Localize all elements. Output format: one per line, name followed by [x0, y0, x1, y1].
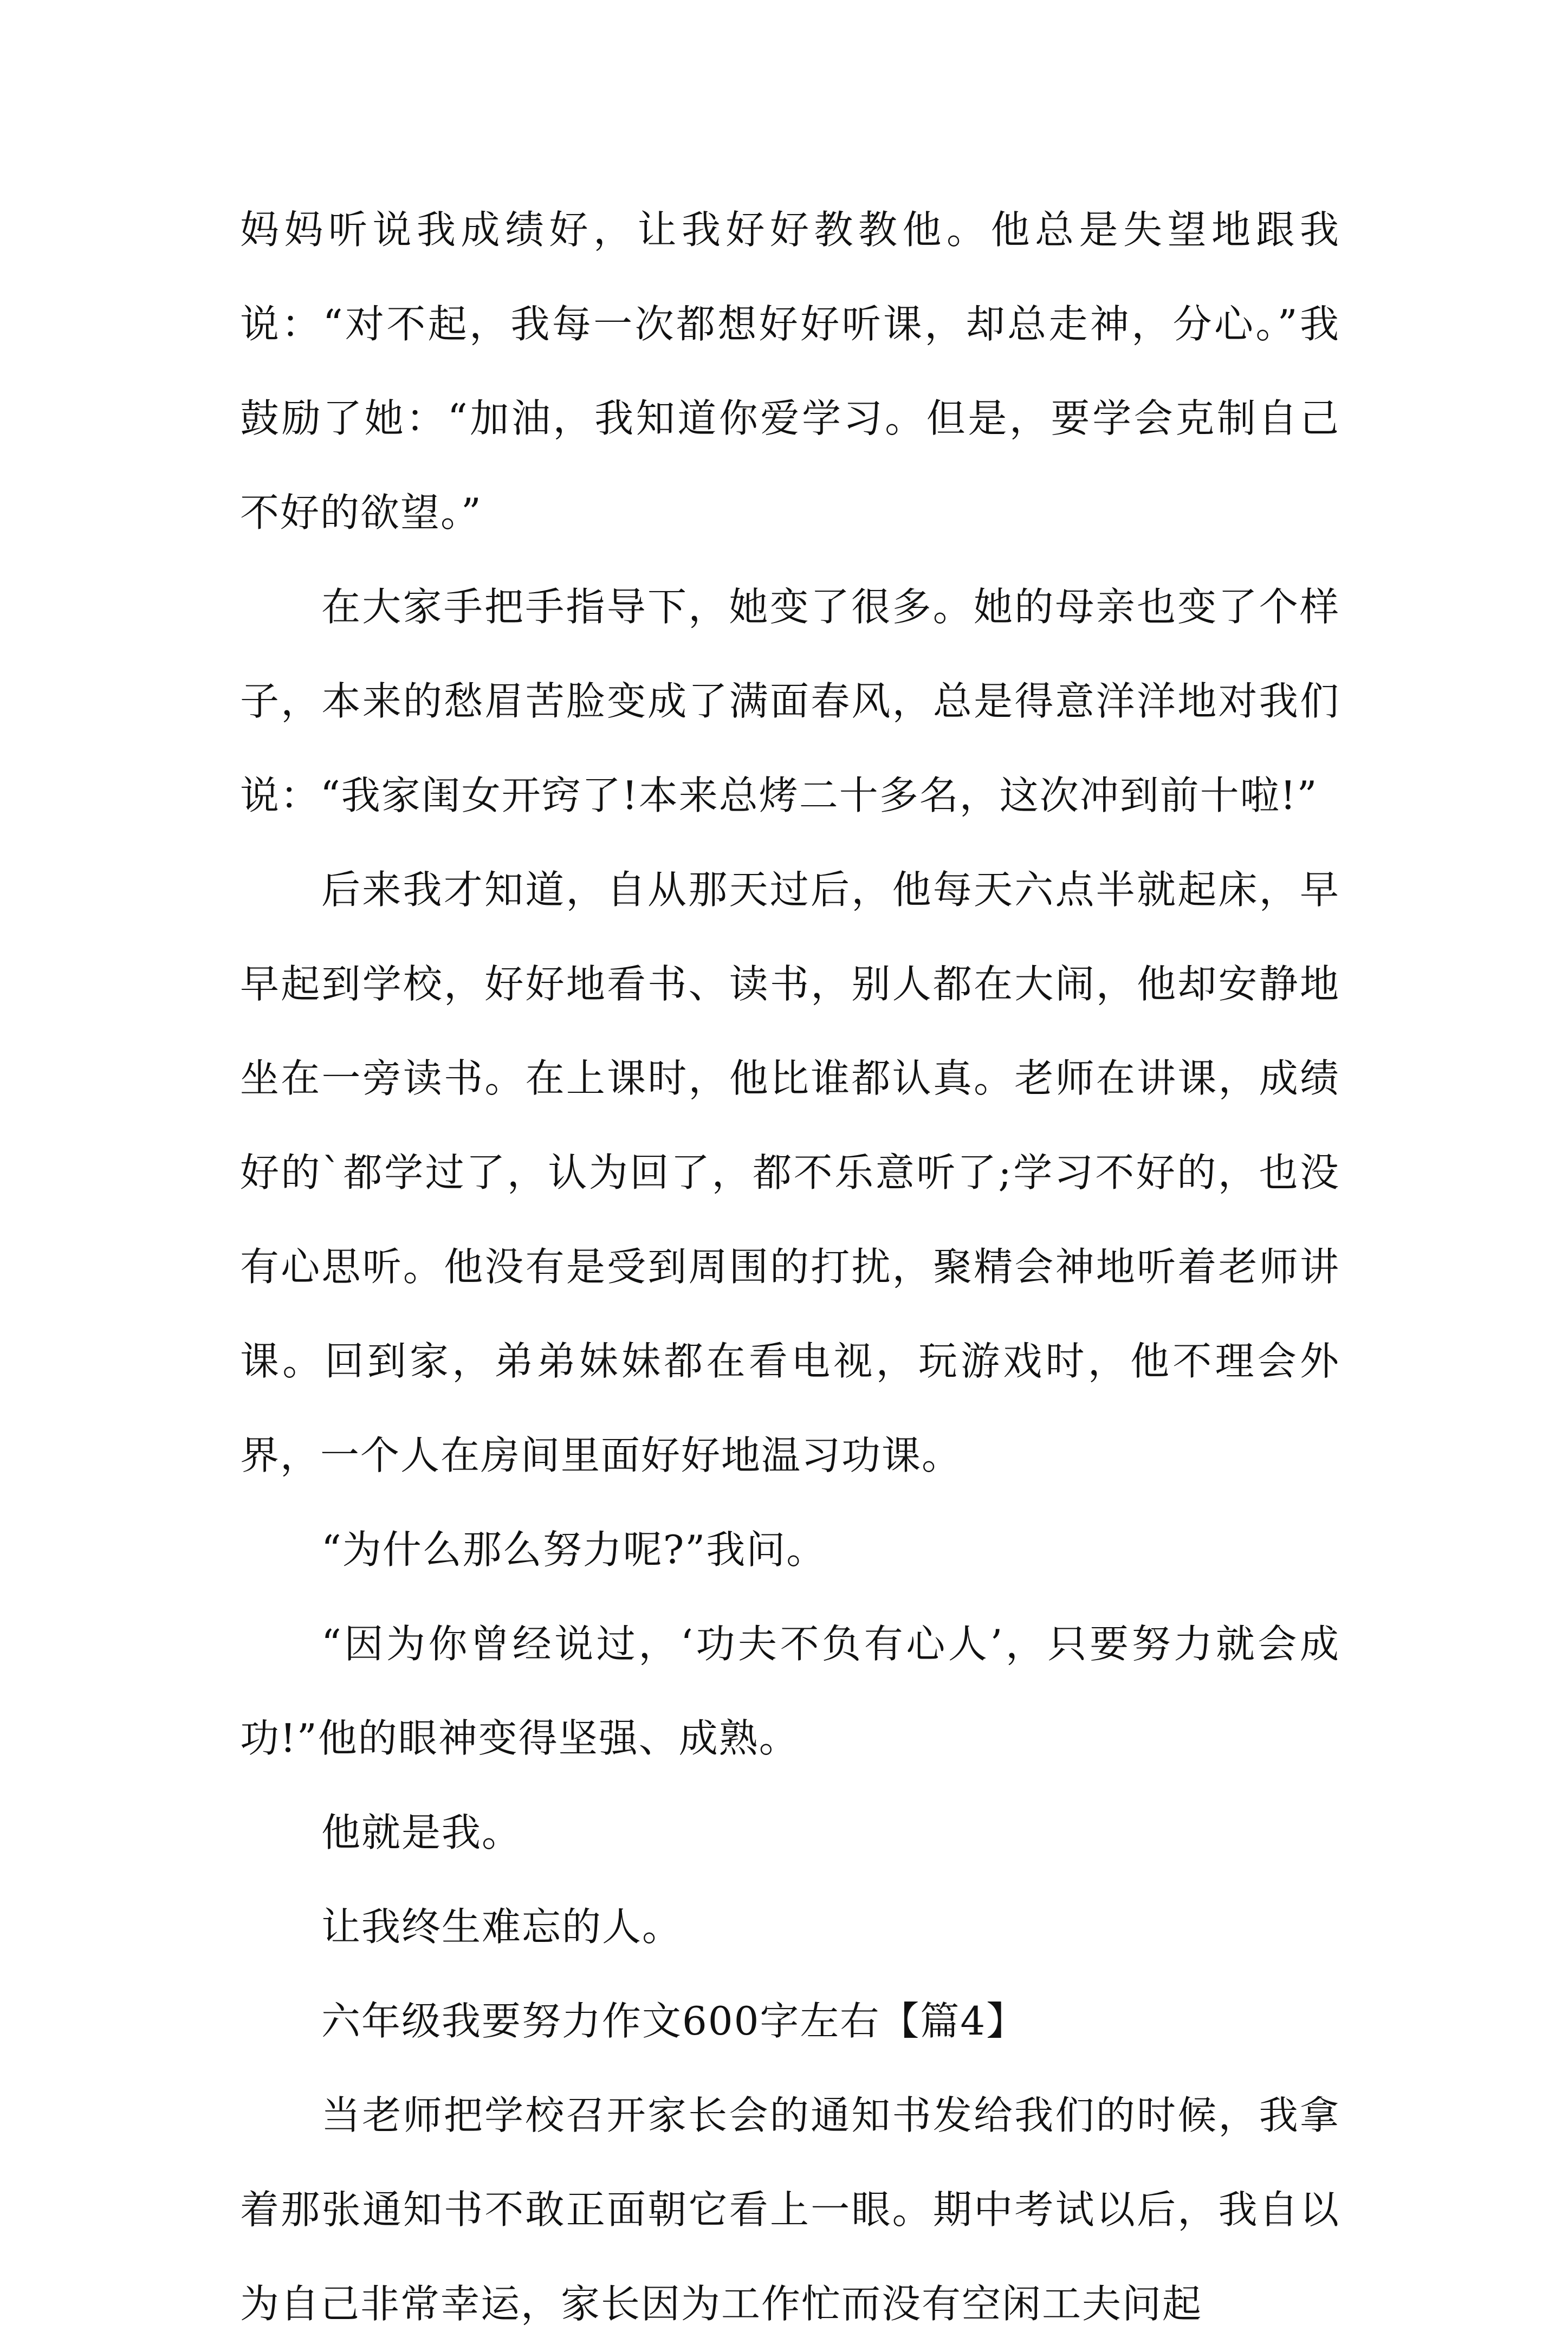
paragraph-continued: 妈妈听说我成绩好，让我好好教教他。他总是失望地跟我说：“对不起，我每一次都想好好听课，却总走神，分心。”我鼓励了她：“加油，我知道你爱学习。但是，要学会克制自己不好的欲望。”	[240, 207, 1340, 535]
paragraph-dialogue: “因为你曾经说过，‘功夫不负有心人’，只要努力就会成功!”他的眼神变得坚强、成熟。	[240, 1621, 1340, 1761]
paragraph: 当老师把学校召开家长会的通知书发给我们的时候，我拿着那张通知书不敢正面朝它看上一眼。期中考试以后，我自以为自己非常幸运，家长因为工作忙而没有空闲工夫问起	[240, 2093, 1340, 2327]
body-text	[240, 183, 1340, 2351]
paragraph: 在大家手把手指导下，她变了很多。她的母亲也变了个样子，本来的愁眉苦脸变成了满面春风，总是得意洋洋地对我们说：“我家闺女开窍了!本来总烤二十多名，这次冲到前十啦!”	[240, 584, 1340, 818]
paragraph: 他就是我。	[321, 1810, 522, 1855]
paragraph: 让我终生难忘的人。	[321, 1904, 683, 1950]
paragraph: 后来我才知道，自从那天过后，他每天六点半就起床，早早起到学校，好好地看书、读书，别人都在大闹，他却安静地坐在一旁读书。在上课时，他比谁都认真。老师在讲课，成绩好的`都学过了，认为回了，都不乐意听了;学习不好的，也没有心思听。他没有是受到周围的打扰，聚精会神地听着老师讲课。回到家，弟弟妹妹都在看电视，玩游戏时，他不理会外界，一个人在房间里面好好地温习功课。	[240, 867, 1340, 1478]
section-heading: 六年级我要努力作文600字左右【篇4】	[321, 1998, 1027, 2044]
paragraph-dialogue: “为什么那么努力呢?”我问。	[321, 1527, 827, 1572]
